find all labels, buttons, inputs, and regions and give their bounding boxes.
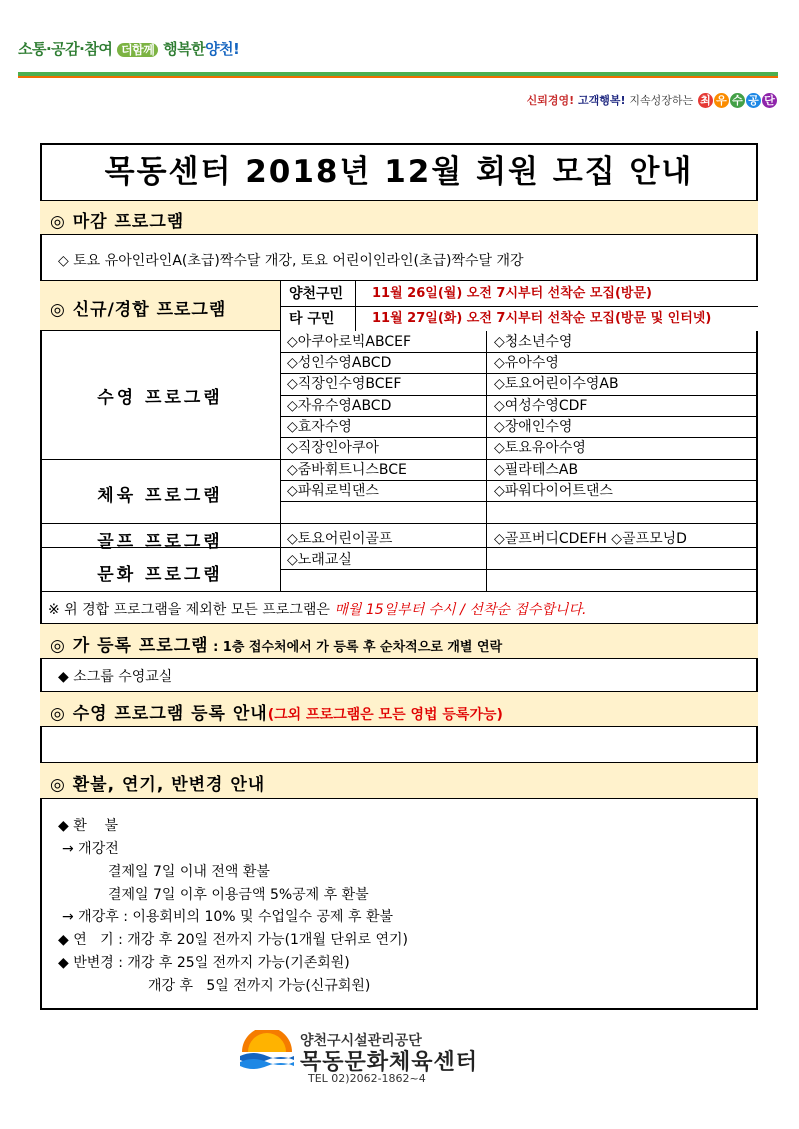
- motto-badge-char: 우: [714, 93, 729, 108]
- footer-org-name: 목동문화체육센터: [300, 1050, 479, 1075]
- swim-program-item: ◇직장인아쿠아: [287, 440, 379, 456]
- motto-badge-char: 공: [746, 93, 761, 108]
- refund-line: ◆ 환 불: [58, 818, 119, 834]
- other-label: 타 구민: [289, 311, 335, 327]
- culture-program-left: ◇노래교실: [287, 552, 352, 568]
- resident-label: 양천구민: [289, 286, 344, 302]
- swim-program-item: ◇아쿠아로빅ABCEF: [287, 334, 411, 350]
- swim-program-item: ◇효자수영: [287, 419, 352, 435]
- sport-category-label: 체육 프로그램: [97, 486, 223, 506]
- sport-program-item: ◇필라테스AB: [494, 462, 579, 478]
- golf-category-label: 골프 프로그램: [97, 532, 223, 552]
- swim-program-item: ◇유아수영: [494, 355, 559, 371]
- page-title: 목동센터 2018년 12월 회원 모집 안내: [40, 143, 758, 201]
- note-prefix: ※ 위 경합 프로그램을 제외한 모든 프로그램은: [48, 602, 335, 618]
- motto-text-c: 지속성장하는: [629, 94, 694, 107]
- refund-line: → 개강전: [62, 841, 119, 857]
- swim-program-item: ◇장애인수영: [494, 419, 573, 435]
- closing-row: [40, 235, 758, 281]
- sport-row-line: [280, 501, 758, 502]
- refund-heading: ◎ 환불, 연기, 반변경 안내: [50, 775, 266, 795]
- refund-line: 개강 후 5일 전까지 가능(신규회원): [148, 978, 371, 994]
- footer-org-small: 양천구시설관리공단: [300, 1033, 422, 1049]
- swim-program-item: ◇직장인수영BCEF: [287, 376, 402, 392]
- swim-program-item: ◇토요유아수영: [494, 440, 586, 456]
- slogan-text: 소통·공감·참여: [18, 40, 113, 58]
- center-logo-icon: [238, 1030, 296, 1070]
- closing-section-header: [40, 201, 758, 235]
- refund-line: 결제일 7일 이후 이용금액 5%공제 후 환불: [108, 887, 369, 903]
- note-highlight: 매월 15일부터 수시 / 선착순 접수합니다.: [334, 602, 587, 618]
- swimreg-section-header: [40, 692, 758, 727]
- culture-category-label: 문화 프로그램: [97, 565, 223, 585]
- sport-program-item: ◇줌바휘트니스BCE: [287, 462, 407, 478]
- other-info: 11월 27일(화) 오전 7시부터 선착순 모집(방문 및 인터넷): [372, 311, 712, 326]
- swimreg-subtitle: (그외 프로그램은 모든 영법 등록가능): [267, 707, 503, 723]
- refund-section-header: [40, 763, 758, 799]
- swim-program-item: ◇여성수영CDF: [494, 398, 588, 414]
- sport-golf-divider: [40, 523, 758, 524]
- grid-divider-v3: [486, 331, 487, 591]
- swim-program-item: ◇성인수영ABCD: [287, 355, 392, 371]
- temp-row: [40, 659, 758, 692]
- temp-heading: ◎ 가 등록 프로그램: [50, 636, 209, 656]
- temp-item: ◆ 소그룹 수영교실: [58, 669, 173, 685]
- temp-subtitle: : 1층 접수처에서 가 등록 후 순차적으로 개별 연락: [208, 640, 503, 655]
- slogan-text-b: 행복한: [163, 40, 206, 58]
- sport-program-item: ◇파워로빅댄스: [287, 483, 379, 499]
- header-motto: [527, 92, 777, 108]
- footer-tel: TEL 02)2062-1862~4: [308, 1072, 426, 1085]
- new-heading: ◎ 신규/경합 프로그램: [50, 300, 227, 320]
- temp-section-header: [40, 624, 758, 659]
- closing-heading: ◎ 마감 프로그램: [50, 212, 185, 232]
- refund-line: ◆ 연 기 : 개강 후 20일 전까지 가능(1개월 단위로 연기): [58, 932, 408, 948]
- swimreg-heading: ◎ 수영 프로그램 등록 안내: [50, 704, 268, 724]
- motto-badge-char: 단: [762, 93, 777, 108]
- swim-program-item: ◇자유수영ABCD: [287, 398, 392, 414]
- slogan-text-c: 양천!: [205, 40, 240, 58]
- closing-note: ◇ 토요 유아인라인A(초급)짝수달 개강, 토요 어린이인라인(초급)짝수달 개강: [58, 253, 524, 269]
- motto-text-a: 신뢰경영!: [526, 94, 575, 107]
- refund-line: 결제일 7일 이내 전액 환불: [108, 864, 270, 880]
- grid-divider-h: [280, 306, 758, 307]
- refund-line: → 개강후 : 이용회비의 10% 및 수업일수 공제 후 환불: [62, 909, 394, 925]
- sport-program-item: ◇파워다이어트댄스: [494, 483, 613, 499]
- golf-program-left: ◇토요어린이골프: [287, 531, 393, 547]
- motto-badge-char: 수: [730, 93, 745, 108]
- slogan-badge: 더함께: [117, 43, 158, 57]
- header-divider-orange: [18, 76, 778, 78]
- swimreg-row: [40, 727, 758, 763]
- resident-info: 11월 26일(월) 오전 7시부터 선착순 모집(방문): [372, 286, 652, 301]
- header-slogan: [18, 38, 239, 59]
- swim-program-item: ◇토요어린이수영AB: [494, 376, 619, 392]
- note-row: [40, 591, 758, 624]
- motto-badge-char: 최: [698, 93, 713, 108]
- motto-text-b: 고객행복!: [578, 94, 626, 107]
- golf-program-right: ◇골프버디CDEFH ◇골프모닝D: [494, 531, 687, 547]
- refund-line: ◆ 반변경 : 개강 후 25일 전까지 가능(기존회원): [58, 955, 350, 971]
- grid-divider-v1: [280, 281, 281, 591]
- swim-category-label: 수영 프로그램: [97, 388, 223, 408]
- swim-program-item: ◇청소년수영: [494, 334, 573, 350]
- motto-badges: [697, 94, 777, 107]
